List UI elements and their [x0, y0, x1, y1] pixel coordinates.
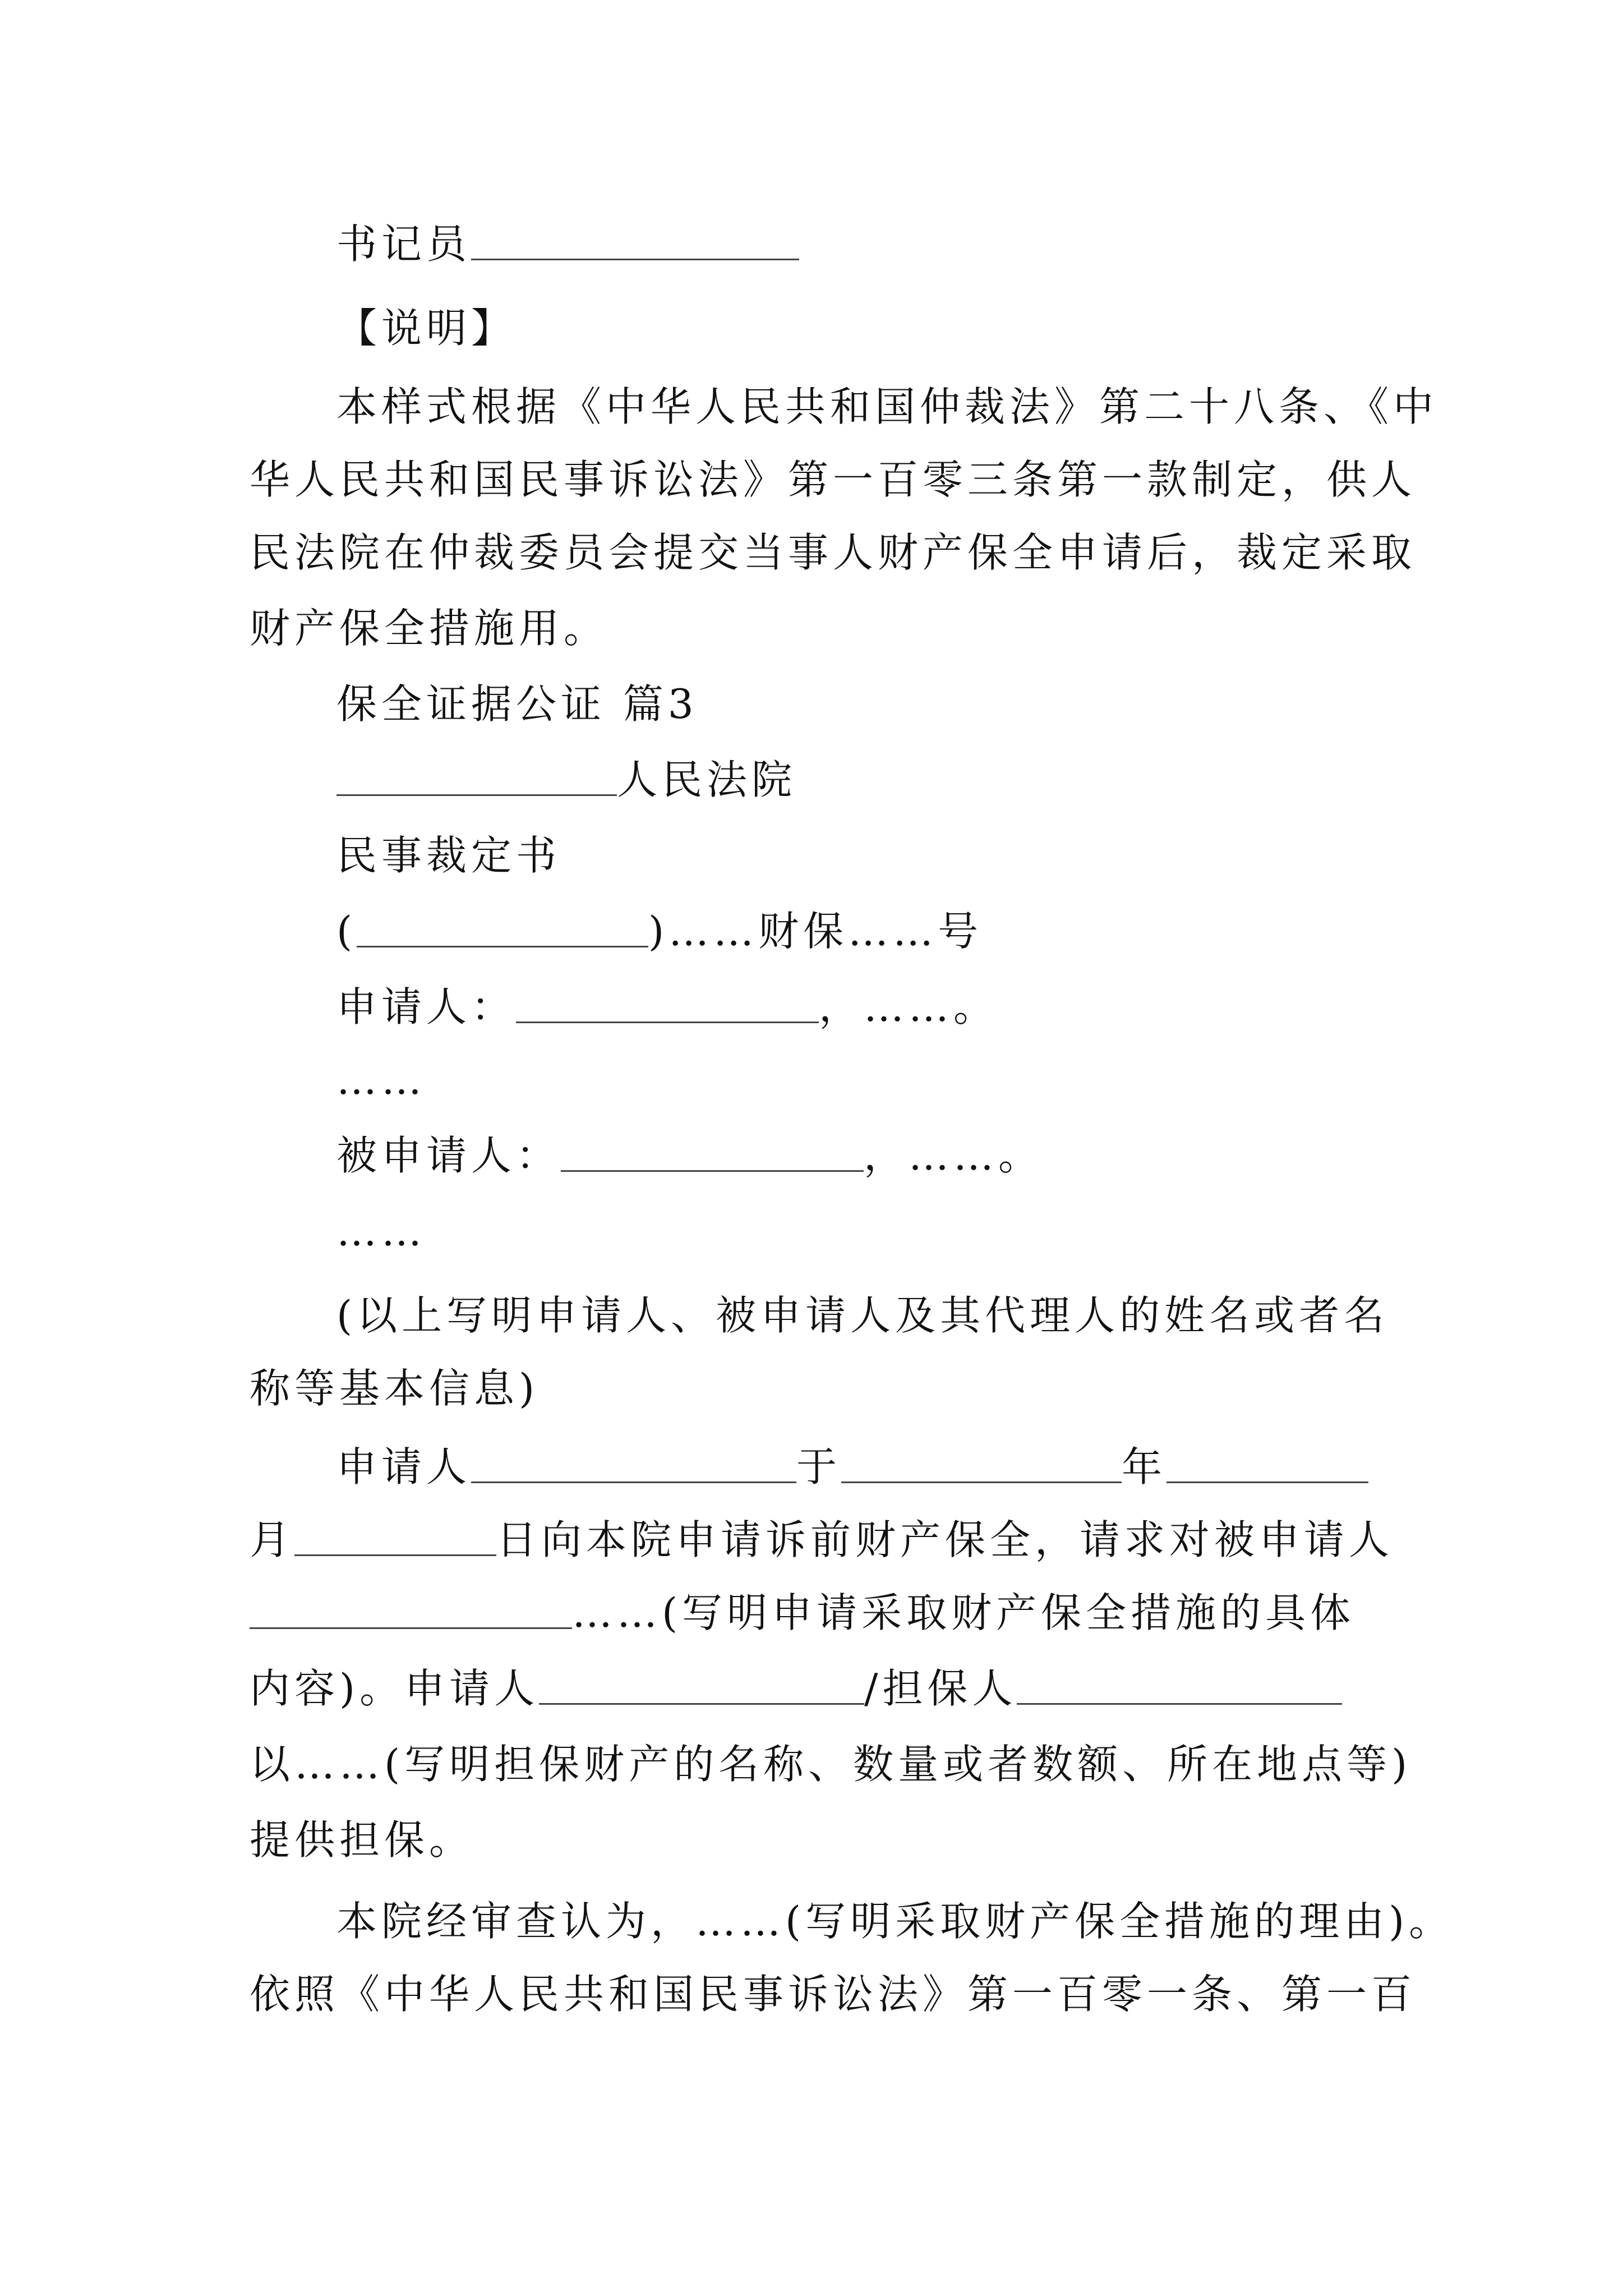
- court-line: [336, 738, 1416, 822]
- note-heading: 【说明】: [336, 305, 517, 352]
- applicant-tail: ，……。: [819, 983, 999, 1030]
- request-line-3: [250, 1571, 1416, 1655]
- case-number-rest: )……财保……号: [648, 908, 983, 955]
- request-text: 内容)。申请人: [250, 1665, 540, 1712]
- section-title: 保全证据公证 篇3: [336, 680, 698, 728]
- applicant-name-blank: [516, 985, 819, 1023]
- request-text: /担保人: [864, 1665, 1017, 1712]
- case-number-line: [336, 889, 1416, 973]
- request-text: 于: [796, 1443, 842, 1490]
- request-text: 年: [1122, 1443, 1167, 1490]
- reasoning-line-1: 本院经审查认为，……(写明采取财产保全措施的理由)。: [336, 1898, 1454, 1945]
- guarantor-blank: [1017, 1667, 1342, 1705]
- request-text: 申请人: [336, 1443, 472, 1490]
- case-year-blank: [357, 909, 648, 947]
- request-line-1: [336, 1425, 1416, 1509]
- respondent-ellipsis: ……: [336, 1208, 426, 1255]
- applicant-blank: [471, 1445, 796, 1483]
- day-blank: [294, 1518, 496, 1556]
- request-line-6: 提供担保。: [250, 1816, 474, 1864]
- month-blank: [1166, 1445, 1368, 1483]
- court-suffix: 人民法院: [617, 756, 797, 803]
- ruling-title: 民事裁定书: [336, 832, 561, 879]
- info-note-line-1: (以上写明申请人、被申请人及其代理人的姓名或者名: [336, 1292, 1389, 1339]
- applicant-guarantee-blank: [539, 1667, 864, 1705]
- year-blank: [841, 1445, 1122, 1483]
- request-text: 日向本院申请诉前财产保全，请求对被申请人: [496, 1516, 1394, 1563]
- court-name-blank: [336, 758, 617, 796]
- request-line-4: [250, 1646, 1416, 1731]
- request-line-2: [250, 1498, 1416, 1582]
- clerk-label: 书记员: [336, 220, 472, 268]
- applicant-ellipsis: ……: [336, 1056, 426, 1103]
- note-paragraph-line-3: 民法院在仲裁委员会提交当事人财产保全申请后，裁定采取: [250, 529, 1417, 576]
- request-line-5: 以……(写明担保财产的名称、数量或者数额、所在地点等): [250, 1741, 1412, 1788]
- request-text: 月: [250, 1516, 295, 1563]
- respondent-tail: ，……。: [864, 1132, 1044, 1179]
- respondent-line: [336, 1114, 1416, 1198]
- clerk-name-blank: [471, 222, 799, 260]
- applicant-label: 申请人：: [336, 983, 517, 1030]
- request-text: ……(写明申请采取财产保全措施的具体: [572, 1589, 1355, 1636]
- case-number-open: (: [336, 908, 357, 955]
- info-note-line-2: 称等基本信息): [250, 1365, 540, 1412]
- note-paragraph-line-4: 财产保全措施用。: [250, 605, 609, 652]
- reasoning-line-2: 依照《中华人民共和国民事诉讼法》第一百零一条、第一百: [250, 1971, 1417, 2018]
- respondent-name-blank: [561, 1134, 864, 1172]
- respondent-blank: [250, 1591, 572, 1629]
- note-paragraph-line-2: 华人民共和国民事诉讼法》第一百零三条第一款制定，供人: [250, 456, 1417, 503]
- respondent-label: 被申请人：: [336, 1132, 561, 1179]
- applicant-line: [336, 965, 1416, 1049]
- note-paragraph-line-1: 本样式根据《中华人民共和国仲裁法》第二十八条、《中: [336, 383, 1438, 430]
- clerk-line: [336, 202, 1416, 286]
